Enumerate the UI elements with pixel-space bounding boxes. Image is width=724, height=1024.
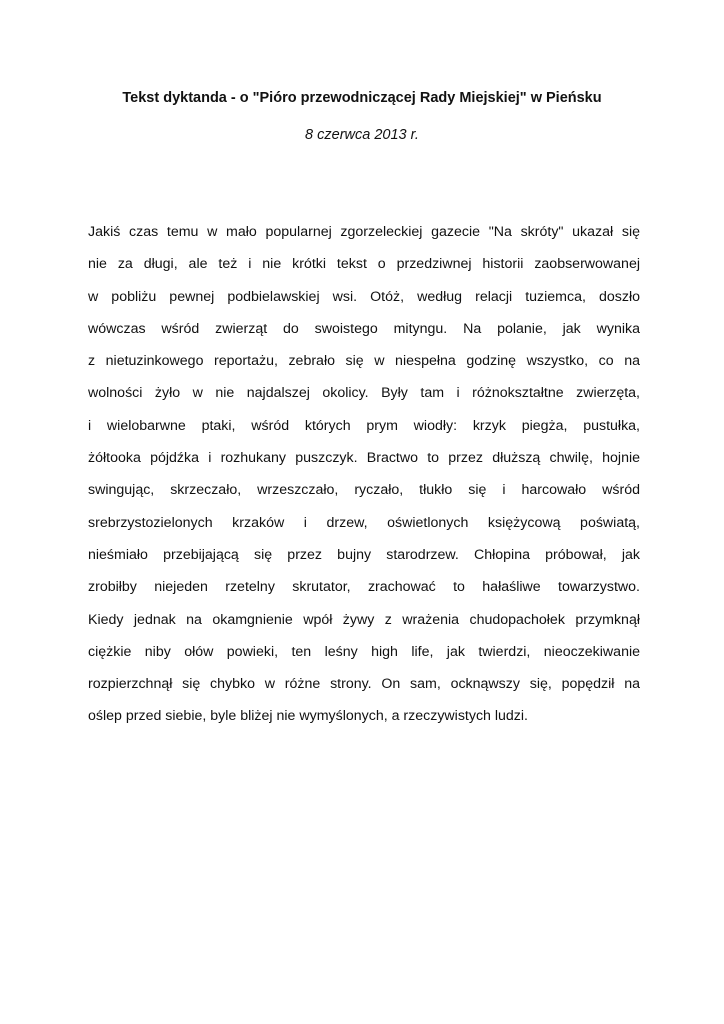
document-date: 8 czerwca 2013 r. bbox=[305, 127, 419, 143]
text-line: Jakiś czas temu w mało popularnej zgorzeleckiej gazecie "Na skróty" ukazał się bbox=[88, 224, 640, 240]
dictation-text bbox=[88, 222, 640, 739]
text-line: ciężkie niby ołów powieki, ten leśny high life, jak twierdzi, nieoczekiwanie bbox=[88, 643, 640, 660]
text-line: nieśmiało przebijającą się przez bujny starodrzew. Chłopina próbował, jak bbox=[88, 546, 640, 563]
text-line: żółtooka pójdźka i rozhukany puszczyk. Bractwo to przez dłuższą chwilę, hojnie bbox=[88, 450, 640, 467]
text-line: zrobiłby niejeden rzetelny skrutator, zrachować to hałaśliwe towarzystwo. bbox=[88, 579, 640, 596]
text-line: rozpierzchnął się chybko w różne strony. On sam, ocknąwszy się, popędził na bbox=[88, 676, 640, 693]
text-line: i wielobarwne ptaki, wśród których prym wiodły: krzyk piegża, pustułka, bbox=[88, 417, 640, 434]
text-line: wówczas wśród zwierząt do swoistego mityngu. Na polanie, jak wynika bbox=[88, 320, 640, 337]
document-title: Tekst dyktanda - o "Pióro przewodniczącej Rady Miejskiej" w Pieńsku bbox=[122, 90, 602, 106]
text-line: srebrzystozielonych krzaków i drzew, oświetlonych księżycową poświatą, bbox=[88, 514, 640, 531]
text-line: wolności żyło w nie najdalszej okolicy. Były tam i różnokształtne zwierzęta, bbox=[88, 385, 640, 402]
text-line: w pobliżu pewnej podbielawskiej wsi. Otóż, według relacji tuziemca, doszło bbox=[88, 288, 640, 305]
text-line: oślep przed siebie, byle bliżej nie wymyślonych, a rzeczywistych ludzi. bbox=[88, 708, 528, 725]
text-line: z nietuzinkowego reportażu, zebrało się w niespełna godzinę wszystko, co na bbox=[88, 353, 640, 370]
text-line: Kiedy jednak na okamgnienie wpół żywy z wrażenia chudopachołek przymknął bbox=[88, 611, 640, 628]
text-line: nie za długi, ale też i nie krótki tekst o przedziwnej historii zaobserwowanej bbox=[88, 256, 640, 273]
text-line: swingując, skrzeczało, wrzeszczało, ryczało, tłukło się i harcowało wśród bbox=[88, 482, 640, 499]
